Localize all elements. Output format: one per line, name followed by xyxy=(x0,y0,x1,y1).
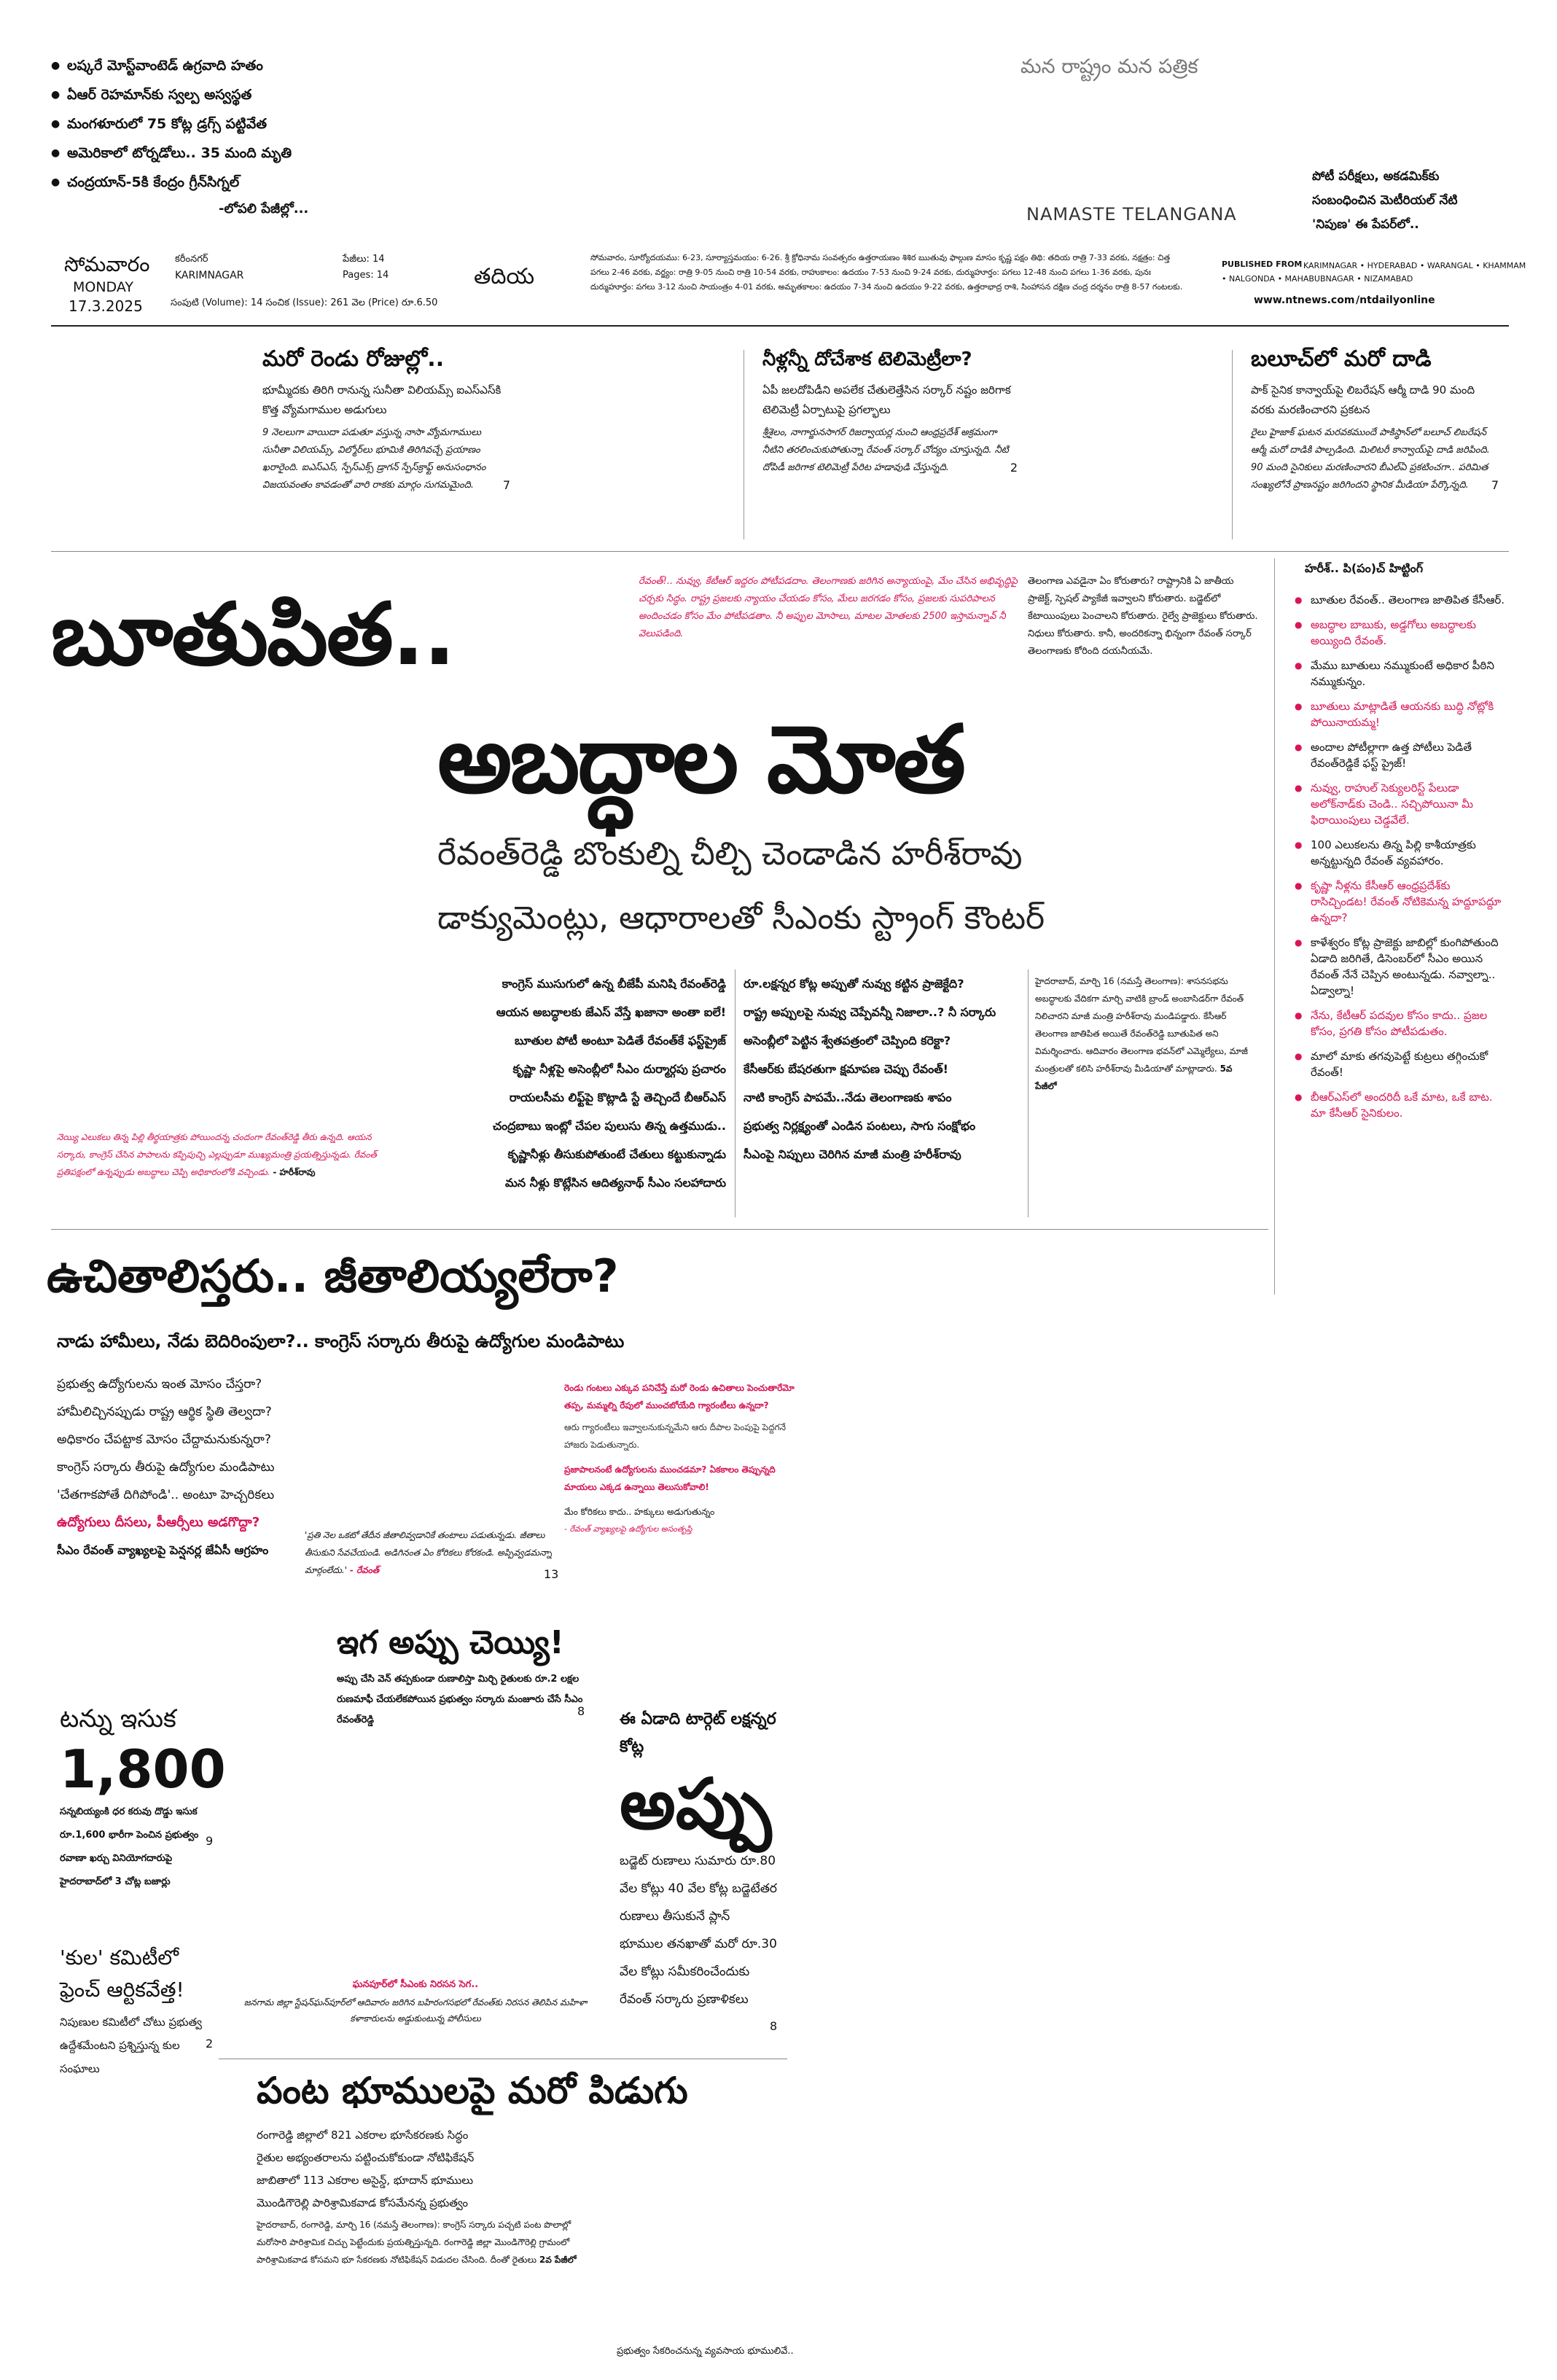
pink-box: రెండు గంటలు ఎక్కువ పనిచేస్తే మరో రెండు ఉచితాలు పెంచుతారేమో తప్ప, మమ్మల్ని రేపులో ముంచబోయేది గ్యారంటీలు ఉన్నదా? xyxy=(564,1383,795,1411)
panchangam: సోమవారం, సూర్యోదయము: 6-23, సూర్యాస్తమయం: 6-26. శ్రీ క్రోధినామ సంవత్సరం ఉత్తరాయణం శిశిర ఋతువు ఫాల్గుణ మాసం కృష్ణ పక్షం తిథి: తదియ రాత్రి 7-33 వరకు, నక్షత్రం: చిత్త పగలు 2-46 వరకు, వర్జ్యం: రాత్రి 9-05 నుంచి రాత్రి 10-54 వరకు, రాహుకాలం: ఉదయం 7-53 నుంచి 9-24 వరకు, దుర్ముహూర్తం: పగలు 12-48 నుంచి పగలు 1-36 వరకు, పునః దుర్ముహూర్తం: పగలు 3-12 నుంచి సాయంత్రం 4-01 వరకు, అమృతకాలం: ఉదయం 7-34 నుంచి ఉదయం 9-22 వరకు, ఉత్తరాభాద్ర రాశి, సింహాసన దక్షిణ చంద్ర దర్శనం రాత్రి 8-57 గంటలకు. xyxy=(590,253,1183,292)
story8-lines xyxy=(257,2124,636,2215)
side-item: ● నువ్వు, రాహుల్ సెక్యులరిస్ట్ పేలుడా అలోక్‌నాడ్‌కు చెండి.. సచ్చిపోయినా మీ ఫిరాయింపులు చెడ్డవేలే. xyxy=(1295,780,1509,828)
headline[interactable]: బలూచ్‌లో మరో దాడి xyxy=(1251,346,1432,372)
side-item: ● అబద్ధాల బాబుకు, అడ్డగోలు అబద్ధాలకు అయ్యింది రేవంత్. xyxy=(1295,617,1509,649)
lead-line: చంద్రబాబు ఇంట్లో చేపల పులుసు తిన్న ఉత్తముడు.. xyxy=(492,1119,726,1133)
side-item: ● కృష్ణా నీళ్లను కేసీఆర్ ఆంధ్రప్రదేశ్‌కు రాసిచ్చిండట! రేవంత్ నోటికెమన్న హద్దూపద్దూ ఉన్నదా? xyxy=(1295,878,1509,926)
lead-line: కృష్ణానీళ్లు తీసుకుపోతుంటే చేతులు కట్టుకున్నాడు xyxy=(507,1147,726,1161)
lead-line: రాయలసీమ లిఫ్ట్‌పై కొట్లాడి స్టే తెచ్చిందే బీఆర్ఎస్ xyxy=(509,1090,726,1104)
column-rule xyxy=(1028,969,1029,1217)
page-ref: 8 xyxy=(770,2019,778,2033)
story6-kicker: 'కుల' కమిటీలో ఫ్రెంచ్ ఆర్టికవేత్త! xyxy=(60,1946,184,2002)
teaser-item[interactable]: ● అమెరికాలో టోర్నడోలు.. 35 మంది మృతి xyxy=(51,138,430,168)
lead-line: మన నీళ్లు కొట్లేసిన ఆదిత్యనాథ్ సీఎం సలహాదారు xyxy=(504,1176,726,1190)
body-text: హైదరాబాద్, రంగారెడ్డి, మార్చి 16 (నమస్తే తెలంగాణ): కాంగ్రెస్ సర్కారు పచ్చటి పంట పొలాల్లో మరోసారి పారిశ్రామిక చిచ్చు పెట్టేందుకు ప్రయత్నిస్తున్నది. రంగారెడ్డి జిల్లా మొండిగౌరెల్లి గ్రామంలో పారిశ్రామికవాడ కోసమని భూ సేకరణకు నోటిఫికేషన్ విడుదల చేసింది. దీంతో రైతులు xyxy=(257,2220,571,2265)
pink-question: ప్రజాపాలనంటే ఉద్యోగులను ముంచడమా? ఏకకాలం తెప్పున్నది మాయలు ఎక్కడ ఉన్నాయి తెలుసుకోవాలి! xyxy=(564,1464,776,1492)
lead-sub-2: డాక్యుమెంట్లు, ఆధారాలతో సీఎంకు స్ట్రాంగ్ కౌంటర్ xyxy=(437,900,1045,937)
page-ref: 7 xyxy=(502,478,510,492)
teaser-item[interactable]: ● చంద్రయాన్-5కి కేంద్రం గ్రీన్‌సిగ్నల్ xyxy=(51,168,430,197)
story2-line: అధికారం చేపట్టాక మోసం చేద్దామనుకున్నరా? xyxy=(57,1432,271,1447)
lead-line: కృష్ణా నీళ్లపై అసెంబ్లీలో సీఎం దుర్మార్గపు ప్రచారం xyxy=(512,1062,726,1076)
side-item: ● బీఆర్ఎస్‌లో అందరిదీ ఒకే మాట, ఒకే బాట. మా కేసీఆర్ సైనికులం. xyxy=(1295,1089,1509,1121)
story2-bold-line: సీఎం రేవంత్ వ్యాఖ్యలపై పెన్షనర్ల జేఏసీ ఆగ్రహం xyxy=(57,1543,269,1557)
headline[interactable]: మరో రెండు రోజుల్లో.. xyxy=(262,346,445,372)
section-rule xyxy=(51,1229,1268,1230)
lead-sub-1: రేవంత్‌రెడ్డి బొంకుల్ని చీల్చి చెండాడిన హరీశ్‌రావు xyxy=(437,835,1023,873)
story8-line: మొండిగౌరెల్లి పారిశ్రామికవాడ కోసమేనన్న ప్రభుత్వం xyxy=(257,2196,469,2209)
side-item: ● బూతుల రేవంత్.. తెలంగాణ జాతిపిత కేసీఆర్. xyxy=(1295,592,1509,608)
story7-kicker: ఘనపూర్‌లో సీఎంకు నిరసన సెగ.. xyxy=(352,1979,479,1990)
page-ref[interactable]: 2వ పేజీలో xyxy=(539,2255,577,2265)
story2-quote xyxy=(305,1526,553,1579)
tithi: తదియ xyxy=(474,264,535,289)
story6-body: నిపుణుల కమిటీలో చోటు ప్రభుత్వ ఉద్దేశమేంటని ప్రశ్నిస్తున్న కుల సంఘాలు xyxy=(60,2016,203,2075)
website-link[interactable]: www.ntnews.com xyxy=(1254,294,1355,306)
pages-en: Pages: 14 xyxy=(343,270,389,281)
side-item: ● కాళేశ్వరం కోట్ల ప్రాజెక్టు జాబిల్లో కుంగిపోతుంది ఏడాది జరిగితే, డిసెంబర్‌లో సీఎం అయిన రేవంత్ నేనే చెప్పిన అంటున్నడు. నవ్వాల్నా.. ఏడ్వాల్నా! xyxy=(1295,935,1509,999)
story4-box[interactable] xyxy=(60,1700,226,1894)
lead-body: హైదరాబాద్, మార్చి 16 (నమస్తే తెలంగాణ): శాసనసభను అబద్ధాలకు వేదికగా మార్చి వాటికి బ్రాండ్ అంబాసిడర్‌గా రేవంత్ నిలిచారని మాజీ మంత్రి హరీశ్‌రావు మండిపడ్డారు. కేసీఆర్ తెలంగాణ జాతిపిత అయితే రేవంత్‌రెడ్డి బూతుపిత అని విమర్శించారు. ఆదివారం తెలంగాణ భవన్‌లో ఎమ్మెల్యేలు, మాజీ మంత్రులతో కలిసి హరీశ్‌రావు మీడియాతో మాట్లాడారు. xyxy=(1035,976,1248,1074)
body: శ్రీశైలం, నాగార్జునసాగర్ రిజర్వాయర్ల నుంచి ఆంధ్రప్రదేశ్ అక్రమంగా నీటిని తరలించుకుపోతున్నా రేవంత్ సర్కార్ చోద్యం చూస్తున్నది. నీటి దోపిడీ జరిగాక టెలిమెట్రీ పేరిట హడావుడి చేస్తున్నది. xyxy=(762,427,1009,473)
story5-kicker: ఈ ఏడాది టార్గెట్ లక్షన్నర కోట్ల xyxy=(620,1710,776,1756)
top-story-2[interactable] xyxy=(762,343,1018,475)
story5-box[interactable] xyxy=(620,1706,778,2033)
lead-headline-top[interactable]: బూతుపిత.. xyxy=(51,584,455,684)
quote-attrib: - హరీశ్‌రావు xyxy=(273,1167,316,1177)
story8-line: రైతుల అభ్యంతరాలను పట్టించుకోకుండా నోటిఫికేషన్ xyxy=(257,2151,475,2164)
story2-headline[interactable]: ఉచితాలిస్తరు.. జీతాలియ్యలేరా? xyxy=(47,1249,619,1303)
lead-line: అసెంబ్లీలో పెట్టిన శ్వేతపత్రంలో చెప్పింది కరెక్టా? xyxy=(744,1034,951,1047)
lead-quote xyxy=(57,1128,399,1181)
edition-en: KARIMNAGAR xyxy=(175,270,244,281)
volume-line: సంపుటి (Volume): 14 సంచిక (Issue): 261 వెల (Price) రూ.6.50 xyxy=(171,297,438,308)
body: 9 నెలలుగా వాయిదా పడుతూ వస్తున్న నాసా వ్యోమగాములు సునీతా విలియమ్స్, విల్మోర్‌లు భూమికి తిరిగివచ్చే ప్రయాణం ఖరారైంది. ఐఎస్ఎస్, స్పేస్‌ఎక్స్ డ్రాగన్ స్పేస్‌క్రాఫ్ట్ అనుసంధానం విజయవంతం కావడంతో వారి రాకకు మార్గం సుగమమైంది. xyxy=(262,427,486,491)
quote-text: నెయ్యి ఎలుకలు తిన్న పిల్లి తీర్థయాత్రకు పోయిందన్న చందంగా రేవంత్‌రెడ్డి తీరు ఉన్నది. ఆయన సర్కారు, కాంగ్రెస్ చేసిన పాపాలను కప్పిపుచ్చి ఎల్లప్పుడూ ముఖ్యమంత్రి ప్రయత్నిస్తున్నడు. రేవంత్ ప్రతిపక్షంలో ఉన్నప్పుడు అబద్ధాలు చెప్పి అధికారంలోకి వచ్చిండు. xyxy=(57,1132,377,1177)
story5-headline[interactable]: అప్పు xyxy=(620,1763,772,1845)
side-title: హరీశ్.. పి(పం)చ్ హిట్టింగ్ xyxy=(1305,561,1424,575)
quote-text: 'ప్రతి నెల ఒకటో తేదీన జీతాలివ్వడానికే తంటాలు పడుతున్నడు. జీతాలు తీసుకుని సేవచేయండి. అడిగినంత ఏం కోరికలు కోరకండి. అప్పివ్వడమన్నా మార్గంలేదు.' xyxy=(305,1530,552,1575)
story4-body: సన్నబియ్యంకి ధర కరువు దొడ్డు ఇసుక రూ.1,600 భారీగా పెంచిన ప్రభుత్వం రవాణా ఖర్చు వినియోగదారుపై హైదరాబాద్‌లో 3 చోట్ల బజార్లు xyxy=(60,1806,199,1887)
page-ref: 8 xyxy=(577,1704,585,1718)
section-rule xyxy=(51,551,1509,552)
page-ref: 9 xyxy=(206,1834,214,1848)
lead-col-2 xyxy=(744,969,1021,1168)
side-item: ● 100 ఎలుకలను తిన్న పిల్లి కాశీయాత్రకు అన్నట్టున్నది రేవంత్ వ్యవహారం. xyxy=(1295,837,1509,869)
teasers-more[interactable]: -లోపలి పేజీల్లో... xyxy=(219,201,309,216)
side-item: ● అందాల పోటీల్లాగా ఉత్త పోటీలు పెడితే రేవంత్‌రెడ్డికే ఫస్ట్ ప్రైజ్! xyxy=(1295,739,1509,771)
page-ref: 13 xyxy=(544,1567,559,1581)
pages-te: పేజీలు: 14 xyxy=(343,254,385,265)
paper-name: NAMASTE TELANGANA xyxy=(1026,204,1237,225)
story7-caption xyxy=(226,1975,605,2026)
page-ref: 2 xyxy=(206,2037,214,2051)
lead-line: ఆయన అబద్ధాలకు జేఎస్ వేస్తే ఖజానా అంతా ఐలే! xyxy=(496,1005,726,1019)
story2-pink-line: ఉద్యోగులు దీసలు, పీఆర్సీలు అడగొద్దా? xyxy=(57,1515,260,1530)
side-item: ● మాలో మాకు తగవుపెట్టే కుట్రలు తగ్గించుకో రేవంత్! xyxy=(1295,1048,1509,1080)
column-rule xyxy=(1274,558,1275,1295)
right-note[interactable]: పోటీ పరీక్షలు, అకడమిక్‌కు సంబంధించిన మెటీరియల్ నేటి 'నిపుణ' ఈ పేపర్‌లో.. xyxy=(1312,169,1458,232)
story2-line: హామీలిచ్చినప్పుడు రాష్ట్ర ఆర్థిక స్థితి తెల్వదా? xyxy=(57,1405,272,1419)
lead-kicker: రేవంత్!.. నువ్వు, కేటీఆర్ ఇద్దరం పోటీపడదాం. తెలంగాణకు జరిగిన అన్యాయంపై, మేం చేసిన అభివృద్ధిపై చర్చకు సిద్ధం. రాష్ట్ర ప్రజలకు న్యాయం చేయడం కోసం, మేలు జరగడం కోసం, ప్రజలకు సుపరిపాలన అందించడం కోసం మేం పోటీపడతాం. నీ అప్పుల మోసాలు, మాటల మోతలకు 2500 ఇస్తామన్నావ్ నీ వెలుపడింది. xyxy=(639,576,1018,639)
top-story-1[interactable] xyxy=(262,343,510,492)
side-item: ● మేము బూతులు నమ్ముకుంటే అధికార పీఠిని నమ్ముకున్నం. xyxy=(1295,658,1509,690)
story3-body: అప్పు చేసి వెన్ తప్పకుండా రుణాలిస్తా మిర్చి రైతులకు రూ.2 లక్షల రుణమాఫీ చేయలేకపోయిన ప్రభుత్వం సర్కారు మంజూరు చేసే సీఎం రేవంత్‌రెడ్డి xyxy=(337,1674,583,1725)
lead-col-3 xyxy=(1035,972,1254,1095)
lead-line: కాంగ్రెస్ ముసుగులో ఉన్న బీజేపీ మనిషి రేవంత్‌రెడ్డి xyxy=(502,977,726,991)
story8-line: రంగారెడ్డి జిల్లాలో 821 ఎకరాల భూసేకరణకు సిద్ధం xyxy=(257,2129,469,2142)
lead-line: సీఎంపై నిప్పులు చెరిగిన మాజీ మంత్రి హరీశ్‌రావు xyxy=(744,1147,961,1161)
headline[interactable]: నీళ్లన్నీ దోచేశాక టెలిమెట్రీలా? xyxy=(762,348,972,370)
tagline: మన రాష్ట్రం మన పత్రిక xyxy=(1021,55,1198,78)
day-en: MONDAY xyxy=(73,279,133,295)
lead-line: రాష్ట్ర అప్పులపై నువ్వు చెప్పేవన్నీ నిజాలా..? నీ సర్కారు xyxy=(744,1005,996,1019)
masthead-rule xyxy=(51,325,1509,327)
closing-line: మేం కోరికలు కాదు.. హక్కులు అడుగుతున్నం xyxy=(564,1507,715,1517)
story4-number: 1,800 xyxy=(60,1739,226,1800)
quote-attrib: - రేవంత్ xyxy=(349,1565,380,1575)
story7-body: జనగామ జిల్లా స్టేషన్‌ఘన్‌పూర్‌లో ఆదివారం జరిగిన బహిరంగసభలో రేవంత్‌కు నిరసన తెలిపిన మహిళా కళాకారులను అడ్డుకుంటున్న పోలీసులు xyxy=(243,1997,588,2024)
teaser-list xyxy=(51,51,430,197)
story3-box[interactable] xyxy=(337,1620,599,1731)
page-ref[interactable]: 5వ పేజీలో xyxy=(1035,1064,1233,1091)
story2-line: ప్రభుత్వ ఉద్యోగులను ఇంత మోసం చేస్తరా? xyxy=(57,1377,262,1392)
side-item: ● బూతులు మాట్లాడితే ఆయనకు బుద్ధి నోట్లోకి పోయినాయమ్మ! xyxy=(1295,698,1509,730)
social-handle[interactable]: /ntdailyonline xyxy=(1356,294,1435,306)
deck: పాక్ సైనిక కాన్వాయ్‌పై లిబరేషన్ ఆర్మీ దాడి 90 మంది వరకు మరణించారని ప్రకటన xyxy=(1251,383,1475,416)
edition-te: కరీంనగర్ xyxy=(175,254,208,265)
column-rule xyxy=(1232,350,1233,539)
closing-pink: - రేవంత్ వ్యాఖ్యలపై ఉద్యోగుల అసంతృప్తి xyxy=(564,1524,692,1534)
side-item: ● నేను, కేటీఆర్ పదవుల కోసం కాదు.. ప్రజల కోసం, ప్రగతి కోసం పోటీపడుతం. xyxy=(1295,1007,1509,1039)
story3-headline[interactable]: ఇగ అప్పు చెయ్యి! xyxy=(337,1624,564,1661)
story4-kicker: టన్ను ఇసుక xyxy=(60,1704,176,1733)
published-cities: KARIMNAGAR • HYDERABAD • WARANGAL • KHAMMAM • NALGONDA • MAHABUBNAGAR • NIZAMABAD xyxy=(1222,261,1526,284)
deck: ఏపీ జలదోపిడీని అపలేక చేతులెత్తేసిన సర్కార్ నష్టం జరిగాక టెలిమెట్రీ ఏర్పాటుపై ప్రగల్భాలు xyxy=(762,383,1011,416)
body: రైలు హైజాక్ ఘటన మరవకముందే పాకిస్థాన్‌లో బలూచ్ లిబరేషన్ ఆర్మీ మరో దాడికి పాల్పడింది. మిలిటరీ కాన్వాయ్‌పై దాడి జరిపింది. 90 మంది సైనికులు మరణించారని బీఎల్ఏ ప్రకటించగా.. పరిమిత సంఖ్యలోనే ప్రాణనష్టం జరిగిందని స్థానిక మీడియా పేర్కొన్నది. xyxy=(1251,427,1490,491)
deck: భూమ్మీదకు తిరిగి రానున్న సునీతా విలియమ్స్ ఐఎస్‌ఎస్‌కి కొత్త వ్యోమగాముల అడుగులు xyxy=(262,383,502,416)
lead-headline-main[interactable]: అబద్ధాల మోత xyxy=(437,706,964,814)
page-ref: 7 xyxy=(1491,478,1499,492)
lead-intro-right: తెలంగాణ ఎవడైనా ఏం కోరుతారు? రాష్ట్రానికి ఏ జాతీయ ప్రాజెక్ట్, స్పెషల్ ప్యాకేజీ ఇవ్వాలని కోరుతారు. బడ్జెట్‌లో కేటాయింపులు పెంచాలని కోరుతారు. రైల్వే ప్రాజెక్టులు కోరుతారు. నిధులు కోరుతారు. కానీ, అందరికన్నా భిన్నంగా రేవంత్ సర్కార్ తెలంగాణకు కోరింది దయనీయమే. xyxy=(1028,576,1258,657)
lead-col-1 xyxy=(420,969,726,1197)
issue-date: 17.3.2025 xyxy=(69,297,143,315)
teaser-item[interactable]: ● లష్కరే మోస్ట్‌వాంటెడ్ ఉగ్రవాది హతం xyxy=(51,51,430,80)
story8-photo-caption: ప్రభుత్వం సేకరించనున్న వ్యవసాయ భూములివే.. xyxy=(617,2346,794,2357)
story2-line: 'చేతగాకపోతే దిగిపోండి'.. అంటూ హెచ్చరికలు xyxy=(57,1488,275,1502)
lead-line: నాటి కాంగ్రెస్ పాపమే..నేడు తెలంగాణకు శాపం xyxy=(744,1090,952,1104)
story8-body xyxy=(257,2216,592,2268)
story5-body: బడ్జెట్ రుణాలు సుమారు రూ.80 వేల కోట్లు 40 వేల కోట్ల బడ్జెటేతర రుణాలు తీసుకునే ప్లాన్ భూముల తనఖాతో మరో రూ.30 వేల కోట్లు సమీకరించేందుకు రేవంత్ సర్కారు ప్రణాళికలు xyxy=(620,1854,778,2007)
lead-line: కేసీఆర్‌కు బేషరతుగా క్షమాపణ చెప్పు రేవంత్! xyxy=(744,1062,948,1076)
lead-line: ప్రభుత్వ నిర్లక్ష్యంతో ఎండిన పంటలు, సాగు సంక్షోభం xyxy=(744,1119,976,1133)
lead-line: బూతుల పోటీ అంటూ పెడితే రేవంత్‌కే ఫస్ట్‌ప్రైజ్ xyxy=(514,1034,726,1047)
story6-box[interactable] xyxy=(60,1942,213,2080)
story2-line: కాంగ్రెస్ సర్కారు తీరుపై ఉద్యోగుల మండిపాటు xyxy=(57,1460,275,1475)
teaser-item[interactable]: ● మంగళూరులో 75 కోట్ల డ్రగ్స్ పట్టివేత xyxy=(51,109,430,138)
day-te: సోమవారం xyxy=(64,252,150,276)
story2-sub: నాడు హామీలు, నేడు బెదిరింపులా?.. కాంగ్రెస్ సర్కారు తీరుపై ఉద్యోగుల మండిపాటు xyxy=(57,1331,625,1351)
story8-headline[interactable]: పంట భూములపై మరో పిడుగు xyxy=(257,2069,688,2112)
story2-right xyxy=(564,1379,805,1538)
published-label: PUBLISHED FROM xyxy=(1222,260,1303,269)
page-ref: 2 xyxy=(1010,461,1018,475)
top-story-3[interactable] xyxy=(1251,343,1499,492)
side-list xyxy=(1295,592,1509,1130)
lead-line: రూ.లక్షన్నర కోట్ల అప్పుతో నువ్వు కట్టిన ప్రాజెక్టేది? xyxy=(744,977,964,991)
story8-line: జాబితాలో 113 ఎకరాల అసైన్డ్, భూదాన్ భూములు xyxy=(257,2174,474,2187)
grey-body: ఆరు గ్యారంటీలు ఇవ్వాలనుకున్నమేని ఆరు దీపాల పెంపుపై పెద్దగనే హాజరు పెడుతున్నారు. xyxy=(564,1422,787,1450)
teaser-item[interactable]: ● ఏఆర్ రెహమాన్‌కు స్వల్ప అస్వస్థత xyxy=(51,80,430,109)
